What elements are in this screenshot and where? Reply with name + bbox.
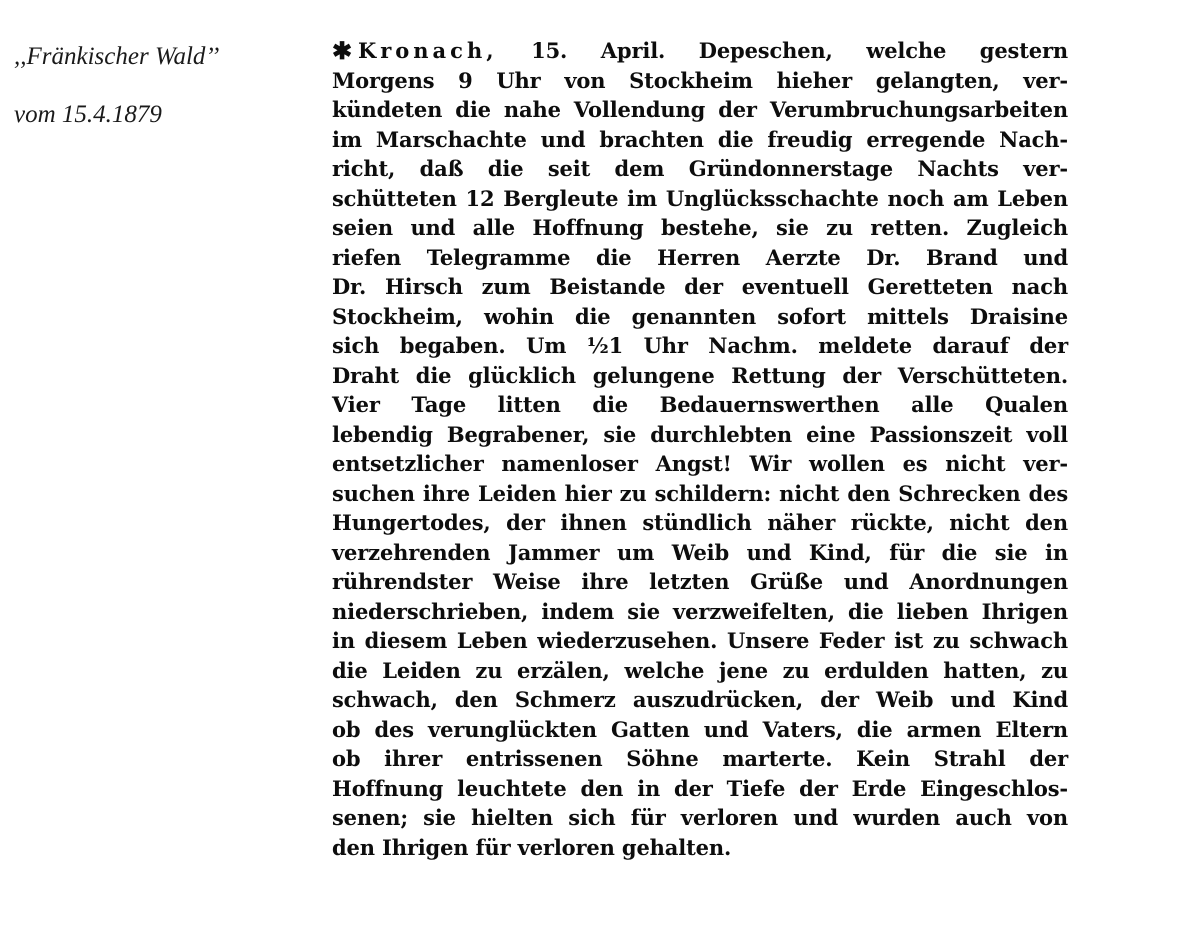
dateline-place: Kronach, xyxy=(357,38,498,63)
article-line: im Marschachte und brachten die freudig erregende Nach- xyxy=(332,126,1068,152)
article-line: rührendster Weise ihre letzten Grüße und Anordnungen xyxy=(332,569,1068,594)
article-line: riefen Telegramme die Herren Aerzte Dr. Brand und xyxy=(332,244,1068,270)
article-line: ob des verunglückten Gatten und Vaters, die armen Eltern xyxy=(332,716,1068,742)
article-line: Morgens 9 Uhr von Stockheim hieher gelangten, ver- xyxy=(332,67,1068,93)
article-line: Hoffnung leuchtete den in der Tiefe der Erde Eingeschlos- xyxy=(332,775,1068,801)
article-line: die Leiden zu erzälen, welche jene zu erdulden hatten, zu xyxy=(332,657,1068,683)
newspaper-name: ,,Fränkischer Wald’’ xyxy=(14,43,220,70)
article-line: lebendig Begrabener, sie durchlebten eine Passionszeit voll xyxy=(332,421,1068,447)
clipping-caption xyxy=(14,28,314,144)
article-line: Vier Tage litten die Bedauernswerthen alle Qualen xyxy=(332,392,1068,417)
article-line: sich begaben. Um ½1 Uhr Nachm. meldete darauf der xyxy=(332,333,1068,358)
article-line: Hungertodes, der ihnen stündlich näher rückte, nicht den xyxy=(332,510,1068,535)
article-line: entsetzlicher namenloser Angst! Wir wollen es nicht ver- xyxy=(332,451,1068,476)
article-line: verzehrenden Jammer um Weib und Kind, für die sie in xyxy=(332,539,1068,565)
article-line: in diesem Leben wiederzusehen. Unsere Feder ist zu schwach xyxy=(332,628,1068,653)
publication-date: vom 15.4.1879 xyxy=(14,101,162,128)
asterisk-marker-icon: ✱ xyxy=(332,36,352,65)
article-line-1 xyxy=(332,36,1068,66)
article-line: schwach, den Schmerz auszudrücken, der Weib und Kind xyxy=(332,687,1068,712)
dateline-rest: 15. April. Depeschen, welche gestern xyxy=(497,38,1068,63)
article-text xyxy=(332,36,1068,862)
article-line: schütteten 12 Bergleute im Unglücksschachte noch am Leben xyxy=(332,185,1068,211)
article-line: Draht die glücklich gelungene Rettung der Verschütteten. xyxy=(332,362,1068,388)
article-line: richt, daß die seit dem Gründonnerstage Nachts ver- xyxy=(332,156,1068,181)
article-line: Stockheim, wohin die genannten sofort mittels Draisine xyxy=(332,303,1068,329)
article-line: seien und alle Hoffnung bestehe, sie zu retten. Zugleich xyxy=(332,215,1068,240)
article-line: niederschrieben, indem sie verzweifelten, die lieben Ihrigen xyxy=(332,598,1068,624)
article-line: ob ihrer entrissenen Söhne marterte. Kein Strahl der xyxy=(332,746,1068,771)
article-line: suchen ihre Leiden hier zu schildern: nicht den Schrecken des xyxy=(332,480,1068,506)
article-line: senen; sie hielten sich für verloren und wurden auch von xyxy=(332,805,1068,830)
article-line: Dr. Hirsch zum Beistande der eventuell Geretteten nach xyxy=(332,274,1068,299)
article-line: den Ihrigen für verloren gehalten. xyxy=(332,834,732,860)
article-line: kündeten die nahe Vollendung der Verumbruchungsarbeiten xyxy=(332,97,1068,122)
